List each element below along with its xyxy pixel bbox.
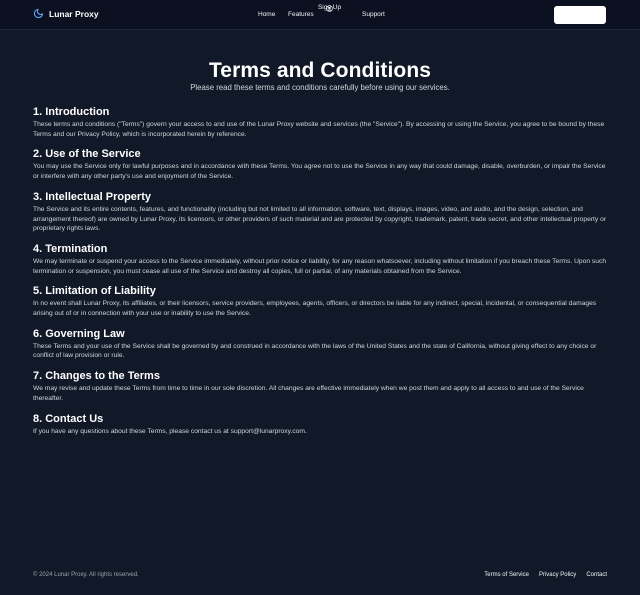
footer-contact-link[interactable]: Contact bbox=[586, 572, 607, 578]
section-introduction bbox=[33, 106, 607, 139]
top-navbar bbox=[0, 0, 640, 30]
page-title: Terms and Conditions bbox=[208, 59, 432, 82]
section-heading: 5. Limitation of Liability bbox=[33, 285, 156, 298]
section-body: If you have any questions about these Terms, please contact us at support@lunarproxy.com. bbox=[33, 427, 307, 435]
page-subtitle: Please read these terms and conditions carefully before using our services. bbox=[190, 83, 450, 92]
section-body: We may revise and update these Terms from time to time in our sole discretion. All changes are effective immediately when we post them and apply to all access to and use of the Service thereafter. bbox=[33, 385, 584, 402]
section-changes-to-terms bbox=[33, 370, 607, 403]
section-use-of-service bbox=[33, 148, 607, 181]
section-heading: 8. Contact Us bbox=[33, 412, 104, 425]
nav-features-link[interactable]: Features bbox=[288, 11, 314, 18]
section-intellectual-property bbox=[33, 191, 607, 234]
section-heading: 1. Introduction bbox=[33, 106, 110, 118]
nav-home-link[interactable]: Home bbox=[258, 11, 276, 18]
section-body: In no event shall Lunar Proxy, its affiliates, or their licensors, service providers, employees, agents, officers, or directors be liable for any indirect, special, incidental, or consequential damages arising out of or in connection with your use or inability to use the Service. bbox=[33, 300, 597, 318]
section-body: You may use the Service only for lawful purposes and in accordance with these Terms. You agree not to use the Service in any way that could damage, disable, overburden, or impair the Service or interfere with any other party's use and enjoyment of the Service. bbox=[33, 163, 606, 181]
footer-copyright: © 2024 Lunar Proxy. All rights reserved. bbox=[33, 572, 139, 578]
nav-signup-label: Sign Up bbox=[317, 4, 342, 11]
section-contact-us bbox=[33, 413, 607, 437]
section-body: The Service and its entire contents, features, and functionality (including but not limited to all information, software, text, displays, images, video, and audio, and the design, selection, and arrangement thereof) are owned by Lunar Proxy, its licensors, or other providers of such material and are protected by copyright, trademark, patent, trade secret, and other intellectual property or proprietary rights laws. bbox=[33, 205, 607, 233]
section-heading: 7. Changes to the Terms bbox=[33, 370, 160, 383]
section-body: These terms and conditions ("Terms") govern your access to and use of the Lunar Proxy website and services (the "Service"). By accessing or using the Service, you agree to be bound by these Terms and our Privacy Policy, which is incorporated herein by reference. bbox=[33, 121, 605, 138]
footer-links bbox=[484, 572, 607, 578]
section-limitation-of-liability bbox=[33, 285, 607, 318]
section-governing-law bbox=[33, 328, 607, 361]
section-heading: 2. Use of the Service bbox=[33, 148, 141, 161]
section-heading: 4. Termination bbox=[33, 242, 108, 255]
moon-icon bbox=[33, 8, 44, 19]
section-heading: 3. Intellectual Property bbox=[33, 190, 151, 203]
terms-content bbox=[0, 59, 640, 436]
nav-support-link[interactable]: Support bbox=[362, 11, 385, 18]
nav-signup-link[interactable] bbox=[317, 4, 342, 14]
terms-sections bbox=[33, 106, 607, 436]
section-termination bbox=[33, 243, 607, 276]
section-body: We may terminate or suspend your access to the Service immediately, without prior notice or liability, for any reason whatsoever, including without limitation if you breach these Terms. Upon such termination or suspension, you must cease all use of the Service and destroy all copies, full or partial, of any materials obtained from the Service. bbox=[33, 257, 607, 275]
section-heading: 6. Governing Law bbox=[33, 327, 125, 340]
footer-terms-link[interactable]: Terms of Service bbox=[484, 572, 529, 578]
header-action-button[interactable] bbox=[554, 6, 606, 24]
brand-name: Lunar Proxy bbox=[49, 8, 99, 19]
page-footer bbox=[33, 572, 607, 578]
brand[interactable] bbox=[33, 8, 99, 19]
section-body: These Terms and your use of the Service shall be governed by and construed in accordance with the laws of the United States and the state of California, without giving effect to any choice or conflict of law provision or rule. bbox=[33, 342, 597, 360]
footer-privacy-link[interactable]: Privacy Policy bbox=[538, 572, 577, 578]
